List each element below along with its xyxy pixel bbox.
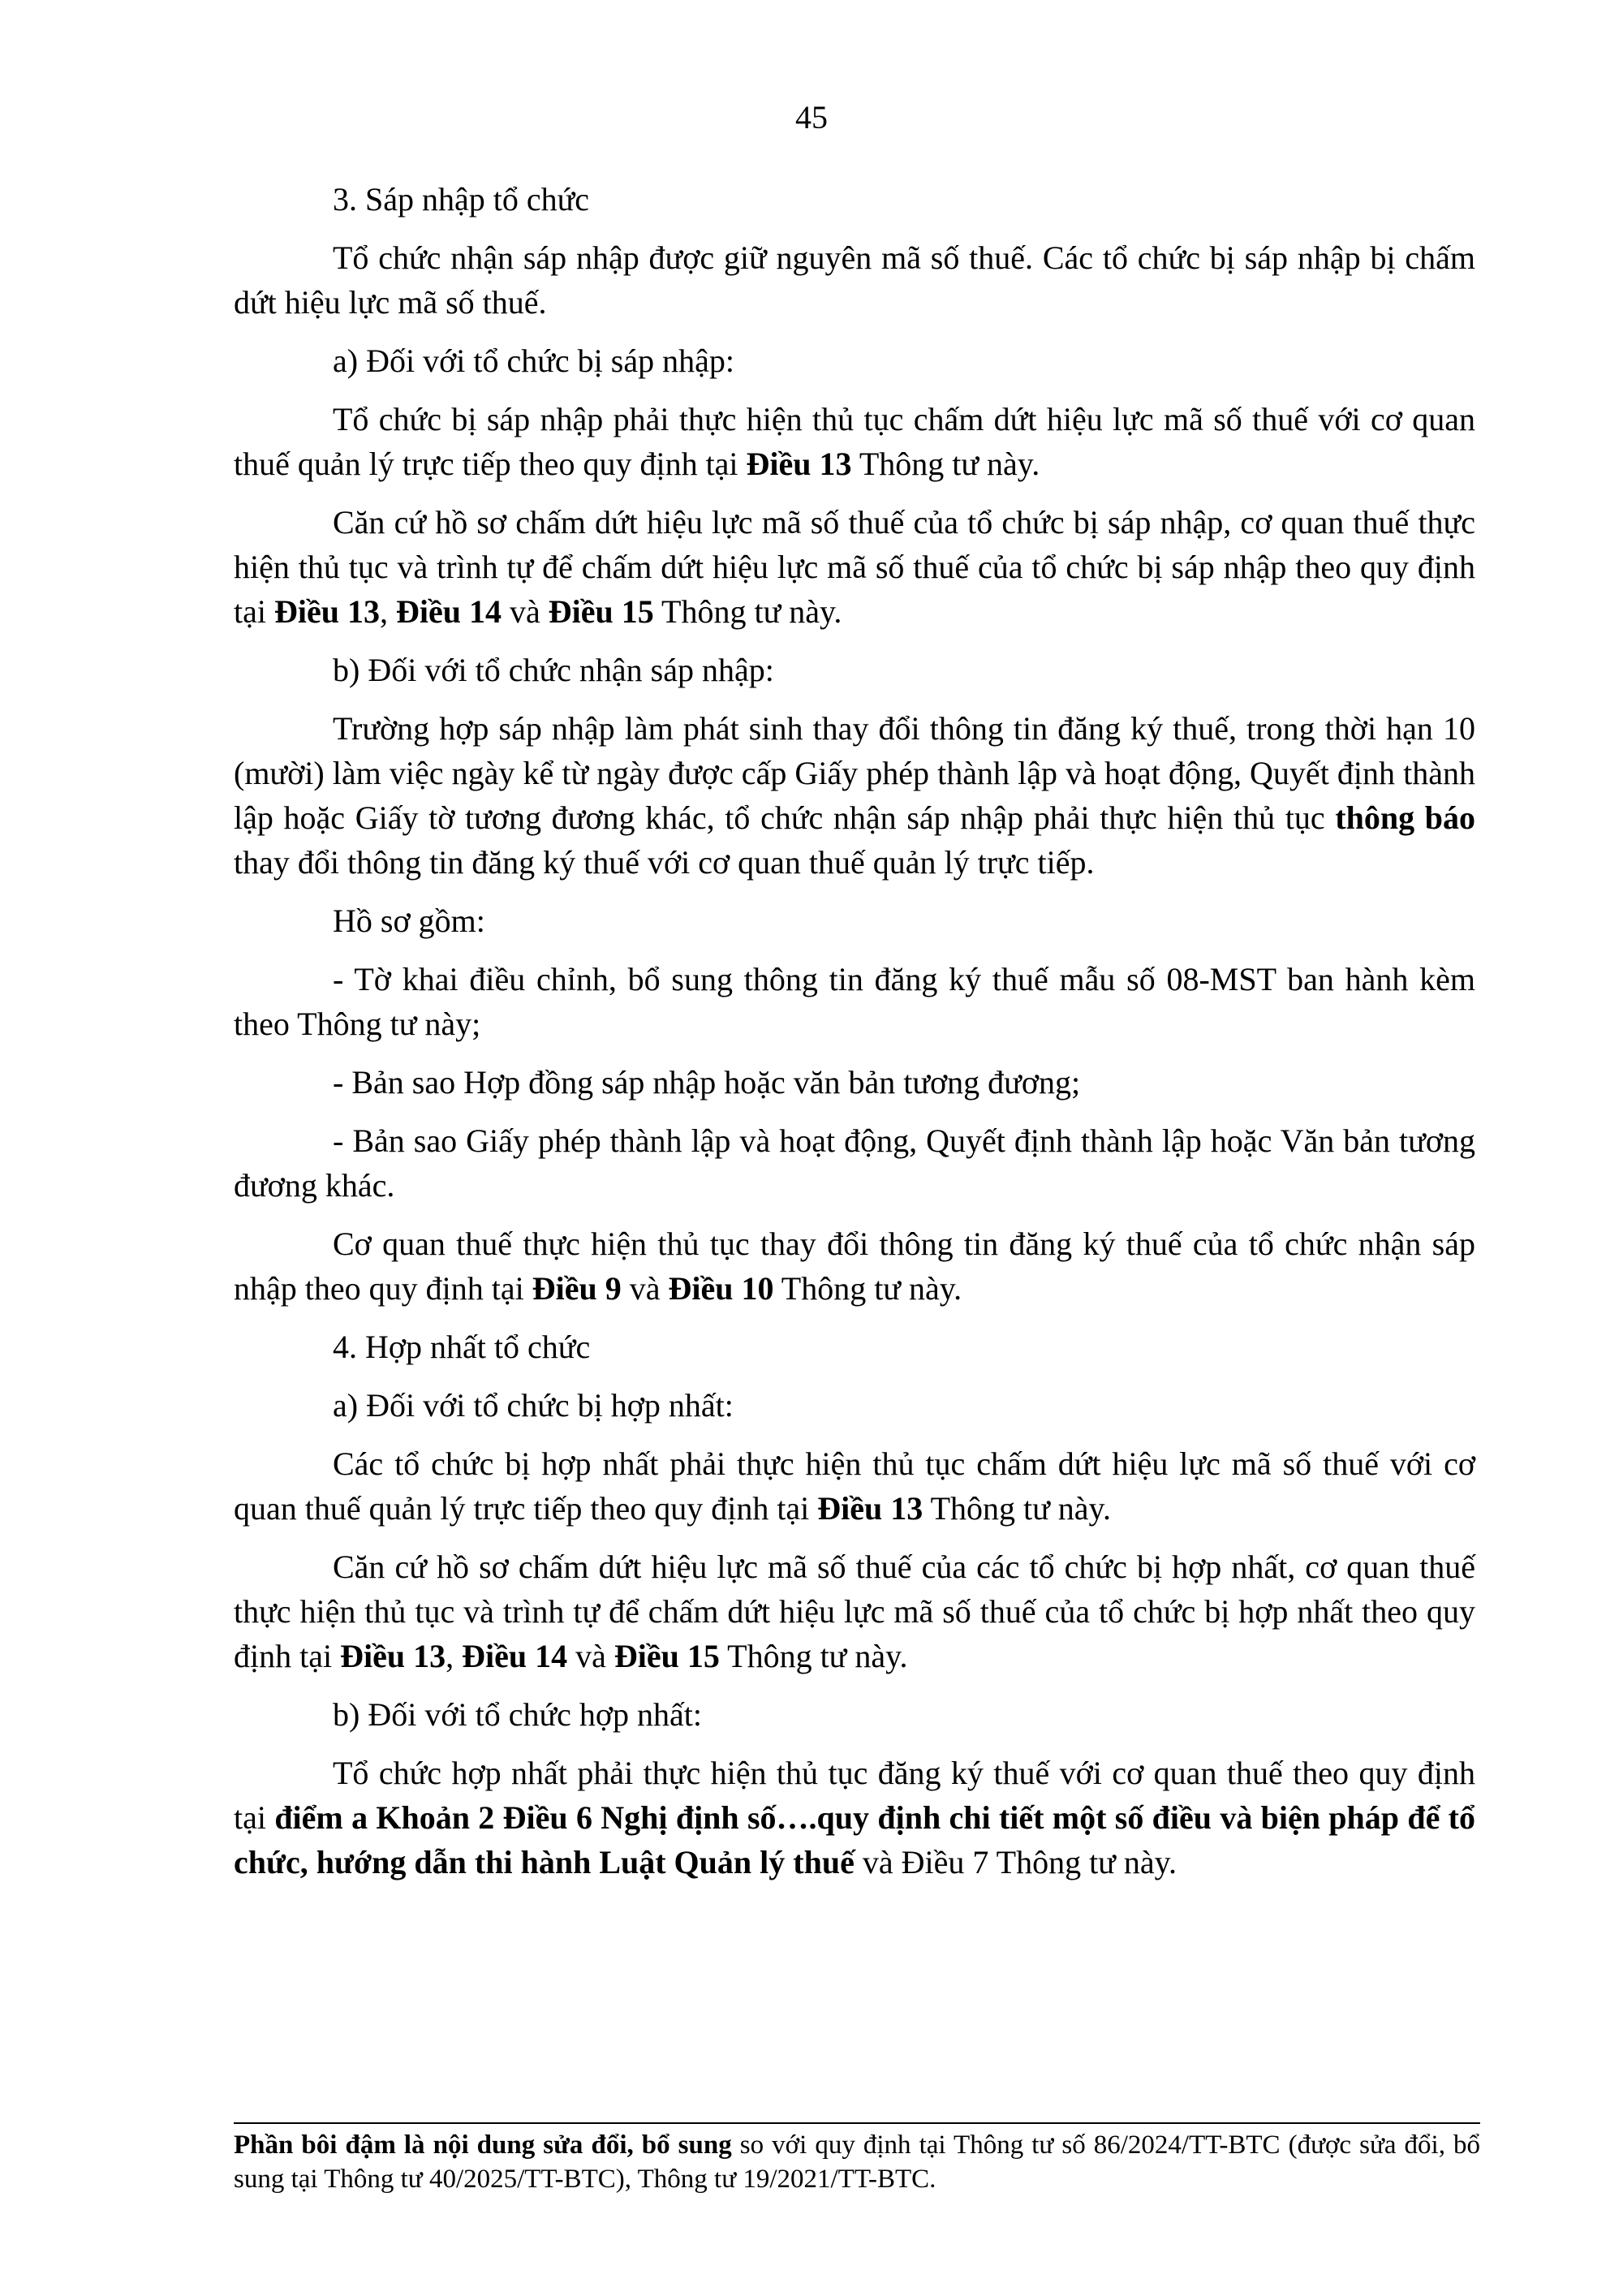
- bold-term: thông báo: [1335, 799, 1475, 836]
- paragraph: [234, 1751, 1475, 1885]
- paragraph: [234, 1441, 1475, 1531]
- section-heading-consolidation: 4. Hợp nhất tổ chức: [333, 1329, 591, 1365]
- text-run: Căn cứ hồ sơ chấm dứt hiệu lực mã số thuế của các tổ chức bị hợp nhất, cơ quan thuế thực hiện thủ tục và trình tự để chấm dứt hiệu lực mã số thuế của tổ chức bị hợp nhất theo quy định tại: [234, 1549, 1475, 1674]
- paragraph: [234, 1221, 1475, 1311]
- list-item: - Bản sao Giấy phép thành lập và hoạt động, Quyết định thành lập hoặc Văn bản tương đương khác.: [234, 1122, 1475, 1204]
- text-run: Cơ quan thuế thực hiện thủ tục thay đổi thông tin đăng ký thuế của tổ chức nhận sáp nhập theo quy định tại: [234, 1226, 1475, 1307]
- text-run: và: [501, 593, 549, 630]
- footer-divider: [234, 2122, 1480, 2124]
- text-run: Thông tư này.: [719, 1638, 908, 1674]
- bold-reference: Điều 14: [395, 593, 502, 630]
- text-run: Trường hợp sáp nhập làm phát sinh thay đổi thông tin đăng ký thuế, trong thời hạn 10 (mười) làm việc ngày kể từ ngày được cấp Giấy phép thành lập và hoạt động, Quyết định thành lập hoặc Giấy tờ tương đương khác, tổ chức nhận sáp nhập phải thực hiện thủ tục: [234, 710, 1475, 836]
- bold-reference: Điều 15: [613, 1638, 720, 1674]
- paragraph: [234, 1544, 1475, 1678]
- text-run: và Điều 7 Thông tư này.: [854, 1844, 1177, 1880]
- bold-reference: Điều 13: [340, 1638, 446, 1674]
- text-run: Thông tư này.: [773, 1270, 962, 1307]
- bold-amendment: điểm a Khoản 2 Điều 6 Nghị định số….quy định chi tiết một số điều và biện pháp để tổ chức, hướng dẫn thi hành Luật Quản lý thuế: [234, 1799, 1476, 1880]
- bold-reference: Điều 13: [817, 1490, 923, 1527]
- paragraph: Tổ chức nhận sáp nhập được giữ nguyên mã số thuế. Các tổ chức bị sáp nhập bị chấm dứt hiệu lực mã số thuế.: [234, 239, 1475, 321]
- paragraph: Hồ sơ gồm:: [333, 902, 485, 939]
- section-heading-merger: 3. Sáp nhập tổ chức: [333, 181, 590, 218]
- text-run: thay đổi thông tin đăng ký thuế với cơ quan thuế quản lý trực tiếp.: [234, 844, 1095, 881]
- text-run: Thông tư này.: [653, 593, 842, 630]
- bold-reference: Điều 13: [746, 446, 852, 482]
- text-run: ,: [379, 593, 396, 630]
- text-run: ,: [446, 1638, 463, 1674]
- subsection-heading: a) Đối với tổ chức bị sáp nhập:: [333, 342, 734, 379]
- text-run: Tổ chức bị sáp nhập phải thực hiện thủ tục chấm dứt hiệu lực mã số thuế với cơ quan thuế quản lý trực tiếp theo quy định tại: [234, 401, 1475, 482]
- footnote: [234, 2128, 1480, 2196]
- text-run: và: [621, 1270, 669, 1307]
- subsection-heading: b) Đối với tổ chức hợp nhất:: [333, 1696, 703, 1733]
- text-run: Tổ chức hợp nhất phải thực hiện thủ tục đăng ký thuế với cơ quan thuế theo quy định tại: [234, 1755, 1475, 1836]
- text-run: Thông tư này.: [851, 446, 1040, 482]
- paragraph: [234, 706, 1475, 885]
- footnote-bold: Phần bôi đậm là nội dung sửa đổi, bổ sung: [234, 2130, 732, 2160]
- bold-reference: Điều 13: [273, 593, 380, 630]
- bold-reference: Điều 14: [462, 1638, 568, 1674]
- page-number: 45: [795, 99, 828, 136]
- list-item: - Tờ khai điều chỉnh, bổ sung thông tin đăng ký thuế mẫu số 08-MST ban hành kèm theo Thông tư này;: [234, 961, 1475, 1042]
- paragraph: [234, 500, 1475, 634]
- list-item: - Bản sao Hợp đồng sáp nhập hoặc văn bản tương đương;: [333, 1064, 1081, 1101]
- subsection-heading: a) Đối với tổ chức bị hợp nhất:: [333, 1387, 734, 1424]
- bold-reference: Điều 15: [548, 593, 654, 630]
- subsection-heading: b) Đối với tổ chức nhận sáp nhập:: [333, 652, 774, 688]
- footnote-text: so với quy định tại Thông tư số 86/2024/TT-BTC (được sửa đổi, bổ sung tại Thông tư 40/2025/TT-BTC), Thông tư 19/2021/TT-BTC.: [234, 2130, 1480, 2194]
- text-run: Căn cứ hồ sơ chấm dứt hiệu lực mã số thuế của tổ chức bị sáp nhập, cơ quan thuế thực hiện thủ tục và trình tự để chấm dứt hiệu lực mã số thuế của tổ chức bị sáp nhập theo quy định tại: [234, 504, 1475, 630]
- text-run: Các tổ chức bị hợp nhất phải thực hiện thủ tục chấm dứt hiệu lực mã số thuế với cơ quan thuế quản lý trực tiếp theo quy định tại: [234, 1445, 1475, 1527]
- text-run: Thông tư này.: [923, 1490, 1111, 1527]
- document-body: [234, 177, 1475, 1898]
- paragraph: [234, 397, 1475, 486]
- bold-reference: Điều 10: [668, 1270, 774, 1307]
- text-run: và: [567, 1638, 614, 1674]
- bold-reference: Điều 9: [532, 1270, 622, 1307]
